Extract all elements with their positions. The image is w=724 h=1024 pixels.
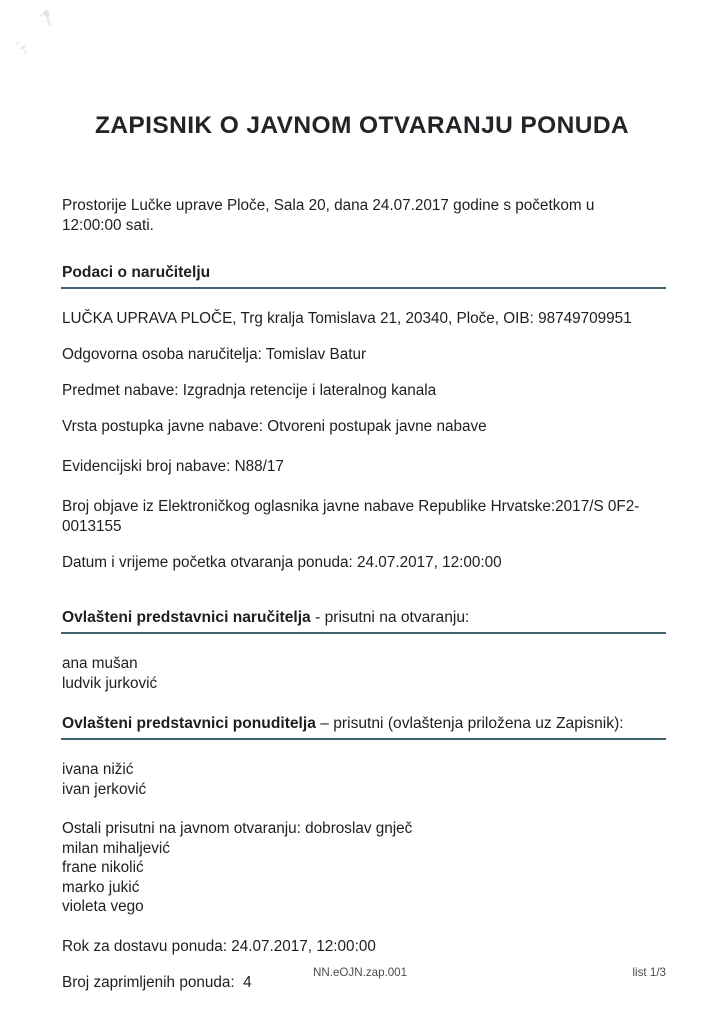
list-item: marko jukić: [62, 878, 140, 896]
list-item: milan mihaljević: [62, 839, 170, 857]
section-heading-label: Ovlašteni predstavnici naručitelja: [62, 609, 311, 626]
scan-artifact: [45, 16, 51, 26]
publication-number-line: Broj objave iz Elektroničkog oglasnika javne nabave Republike Hrvatske:2017/S 0F2-0013155: [62, 498, 640, 535]
list-item: ana mušan: [62, 655, 138, 672]
document-body: [62, 196, 658, 993]
authority-line: LUČKA UPRAVA PLOČE, Trg kralja Tomislava 21, 20340, Ploče, OIB: 98749709951: [62, 310, 632, 327]
opening-datetime-line: Datum i vrijeme početka otvaranja ponuda: 24.07.2017, 12:00:00: [62, 554, 502, 571]
section-heading-bidder-representatives: [61, 713, 666, 740]
section-heading-suffix: - prisutni na otvaranju:: [310, 609, 470, 626]
scan-artifact: [16, 42, 19, 45]
list-item: frane nikolić: [62, 859, 144, 876]
procedure-type-line: Vrsta postupka javne nabave: Otvoreni postupak javne nabave: [62, 418, 487, 435]
other-attendees-lead-line: Ostali prisutni na javnom otvaranju: dobroslav gnječ: [62, 820, 413, 837]
section-heading-contracting-authority: [61, 262, 666, 289]
authority-representatives-list: [62, 654, 658, 693]
subject-of-procurement-line: Predmet nabave: Izgradnja retencije i lateralnog kanala: [62, 382, 437, 399]
other-attendees-list: [62, 819, 658, 917]
section-heading-label: Ovlašteni predstavnici ponuditelja: [62, 715, 316, 732]
bidder-representatives-list: [62, 760, 658, 799]
record-number-line: Evidencijski broj nabave: N88/17: [62, 458, 284, 475]
scan-artifact: [20, 44, 27, 50]
list-item: ivana nižić: [62, 761, 134, 778]
section-heading-authority-representatives: [61, 607, 666, 634]
section-heading-label: Podaci o naručitelju: [62, 264, 211, 281]
page-title: ZAPISNIK O JAVNOM OTVARANJU PONUDA: [94, 112, 630, 139]
list-item: ivan jerković: [62, 780, 147, 798]
list-item: violeta vego: [62, 898, 144, 915]
scan-artifact: [43, 9, 51, 18]
footer-page-indicator: list 1/3: [632, 966, 666, 979]
list-item: ludvik jurković: [62, 674, 158, 692]
submission-deadline-line: Rok za dostavu ponuda: 24.07.2017, 12:00:00: [62, 937, 376, 955]
section-heading-suffix: – prisutni (ovlaštenja priložena uz Zapisnik):: [315, 715, 624, 732]
responsible-person-line: Odgovorna osoba naručitelja: Tomislav Batur: [62, 346, 367, 363]
intro-paragraph: Prostorije Lučke uprave Ploče, Sala 20, dana 24.07.2017 godine s početkom u 12:00:00 sati.: [62, 197, 595, 234]
scan-artifact: [23, 50, 29, 56]
page-footer: [0, 966, 724, 986]
offers-received-line: Broj zaprimljenih ponuda: 4: [62, 973, 252, 991]
footer-form-code: NN.eOJN.zap.001: [313, 966, 408, 979]
scan-artifact: [38, 12, 46, 18]
